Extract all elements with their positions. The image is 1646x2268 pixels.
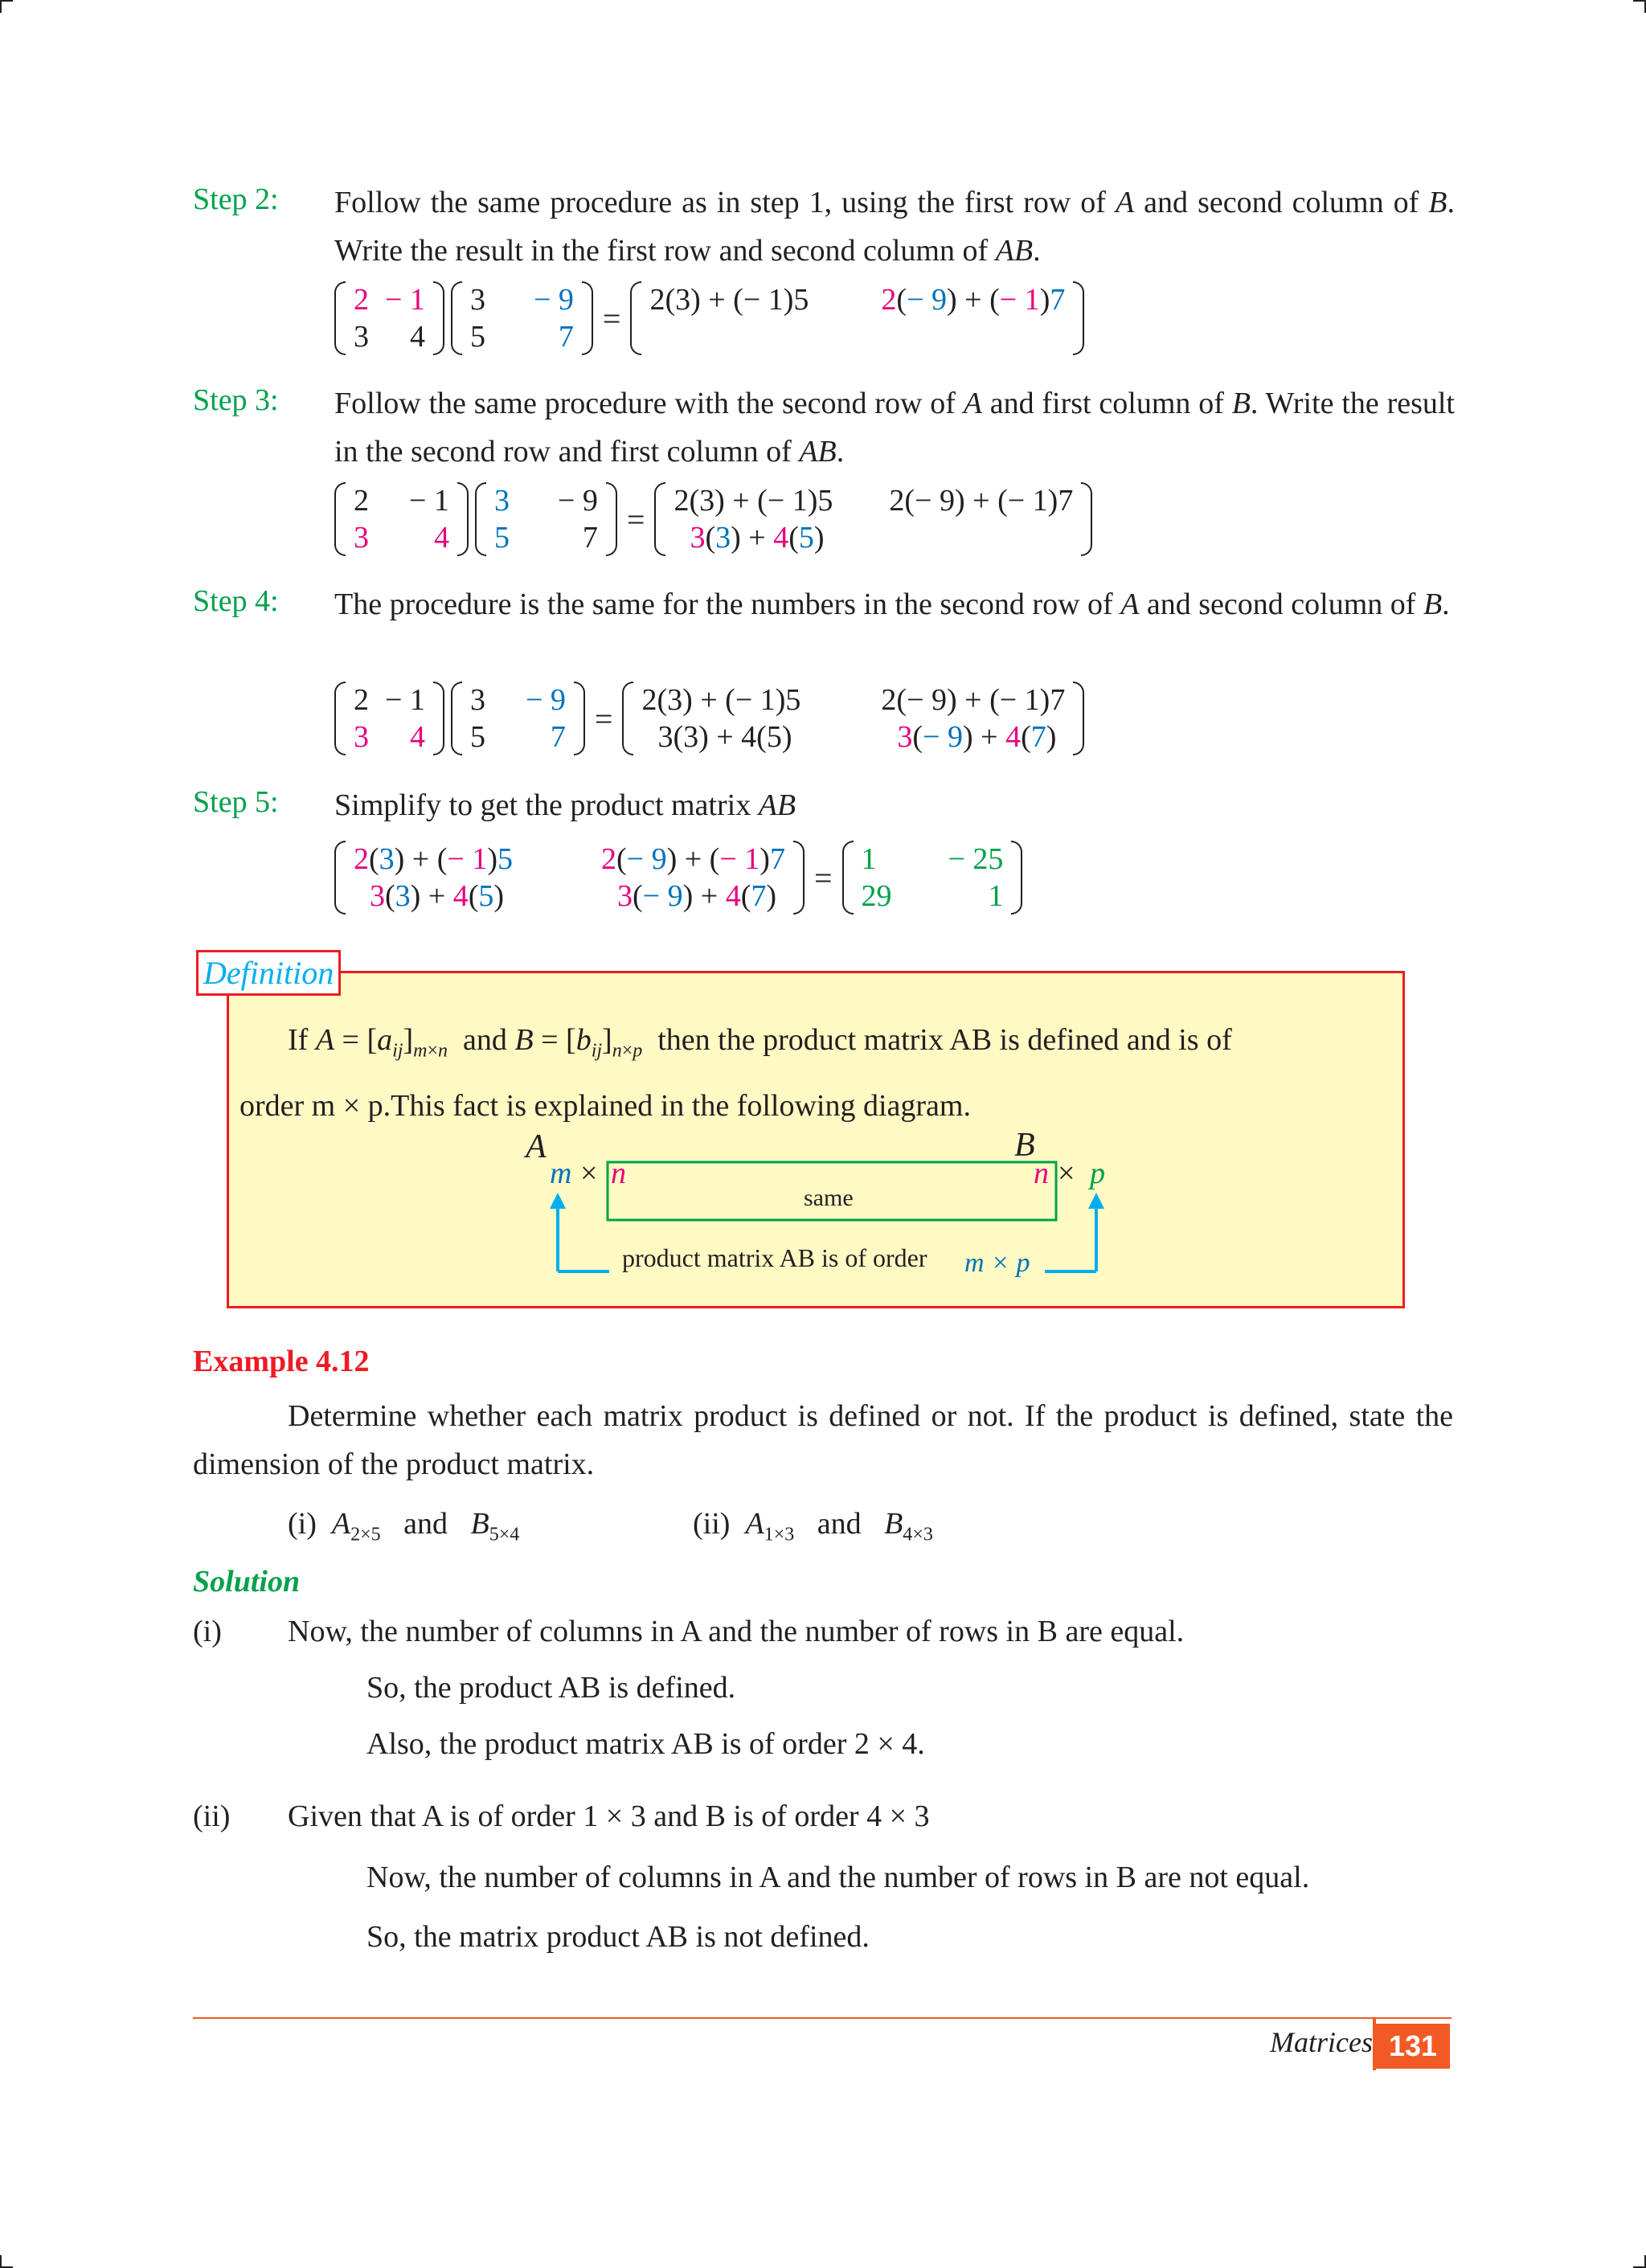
- diagram-m: m: [550, 1157, 572, 1190]
- crop-mark-top-right: [1633, 0, 1646, 13]
- matrix-ab: 2(3) + (− 1)5 2(− 9) + (− 1)7 3(3) + 4(5) 3(− 9) + 4(7): [622, 682, 1084, 755]
- chapter-name: Matrices: [1270, 2026, 1373, 2058]
- example-prompt: Determine whether each matrix product is defined or not. If the product is defined, state the dimension of the product matrix.: [193, 1399, 1453, 1481]
- step-2-equation: [334, 281, 1091, 355]
- step-4-equation: [334, 682, 1091, 755]
- times-sign-2: ×: [1058, 1157, 1075, 1190]
- diagram-n-right: n: [1034, 1157, 1049, 1190]
- diagram-p: p: [1090, 1157, 1105, 1190]
- example-part-ii: (ii) $A_{1\times 3}$ and $B_{4\times 3}$: [693, 1507, 933, 1545]
- step-3-text: Follow the same procedure with the second row of A and first column of B. Write the result in the second row and first column of AB.: [334, 387, 1455, 469]
- crop-mark-top-left: [0, 0, 13, 13]
- solution-ii-line-3: So, the matrix product AB is not defined.: [366, 1920, 870, 1954]
- solution-ii-line-1: Given that A is of order 1 × 3 and B is of order 4 × 3: [288, 1799, 930, 1833]
- matrix-result: 1 − 25 29 1: [842, 841, 1023, 915]
- step-2-label: Step 2:: [193, 182, 279, 216]
- crop-mark-bottom-right: [1633, 2255, 1646, 2268]
- times-sign-1: ×: [580, 1157, 598, 1190]
- step-5-label: Step 5:: [193, 785, 279, 819]
- matrix-ab: 2(3) + (− 1)5 2(− 9) + (− 1)7 3(3) + 4(5): [654, 482, 1092, 556]
- crop-mark-bottom-left: [0, 2255, 13, 2268]
- solution-ii-label: (ii): [193, 1799, 231, 1833]
- definition-line-1: If $A = [a_{ij}]_{m\times n}$ and $B = [b_{ij}]_{n\times p}$ then the product matrix AB is defined and is of: [288, 1023, 1232, 1062]
- diagram-caption: product matrix AB is of order: [622, 1243, 927, 1272]
- solution-i-line-3: Also, the product matrix AB is of order 2 × 4.: [366, 1727, 925, 1761]
- example-part-i: (i) $A_{2\times 5}$ and $B_{5\times 4}$: [288, 1507, 520, 1545]
- step-5-equation: [334, 841, 1029, 915]
- definition-line-2: order m × p.This fact is explained in the following diagram.: [240, 1089, 971, 1123]
- diagram-n-left: n: [611, 1157, 626, 1190]
- diagram-order: m × p: [964, 1248, 1030, 1278]
- solution-ii-line-2: Now, the number of columns in A and the number of rows in B are not equal.: [366, 1861, 1310, 1894]
- matrix-b: 3 − 9 5 7: [451, 682, 585, 755]
- step-3-equation: [334, 482, 1099, 556]
- matrix-a: 2 − 1 3 4: [334, 281, 444, 355]
- step-5-text: Simplify to get the product matrix AB: [334, 788, 796, 822]
- definition-title: Definition: [196, 950, 341, 996]
- solution-i-label: (i): [193, 1615, 222, 1648]
- step-4-text: The procedure is the same for the numbers in the second row of A and second column of B.: [334, 587, 1450, 621]
- equals-sign: =: [813, 859, 833, 896]
- page-number: 131: [1376, 2024, 1450, 2069]
- solution-title: Solution: [193, 1565, 301, 1599]
- matrix-ab-expanded: 2(3) + (− 1)5 2(− 9) + (− 1)7 3(3) + 4(5) 3(− 9) + 4(7): [334, 841, 805, 915]
- matrix-b: 3 − 9 5 7: [475, 482, 617, 556]
- diagram-label-b: B: [1014, 1127, 1035, 1164]
- equals-sign: =: [602, 300, 621, 337]
- step-2-text: Follow the same procedure as in step 1, using the first row of A and second column of B. Write the result in the first row and second column of AB.: [334, 186, 1455, 268]
- step-3-label: Step 3:: [193, 383, 279, 417]
- step-4-label: Step 4:: [193, 584, 279, 618]
- example-title: Example 4.12: [193, 1345, 370, 1378]
- footer-rule: [193, 2017, 1452, 2019]
- diagram-same-label: same: [804, 1185, 854, 1211]
- equals-sign: =: [626, 501, 645, 538]
- arrow-right-head: [1088, 1193, 1104, 1209]
- matrix-b: 3 − 9 5 7: [451, 281, 593, 355]
- diagram-label-a: A: [526, 1128, 547, 1165]
- equals-sign: =: [594, 700, 613, 737]
- solution-i-line-2: So, the product AB is defined.: [366, 1671, 736, 1705]
- matrix-a: 2 − 1 3 4: [334, 682, 444, 755]
- arrow-left-head: [550, 1193, 566, 1209]
- matrix-ab: 2(3) + (− 1)5 2(− 9) + (− 1)7: [630, 281, 1084, 355]
- order-diagram: [514, 1125, 1157, 1286]
- solution-i-line-1: Now, the number of columns in A and the number of rows in B are equal.: [288, 1615, 1185, 1648]
- matrix-a: 2 − 1 3 4: [334, 482, 469, 556]
